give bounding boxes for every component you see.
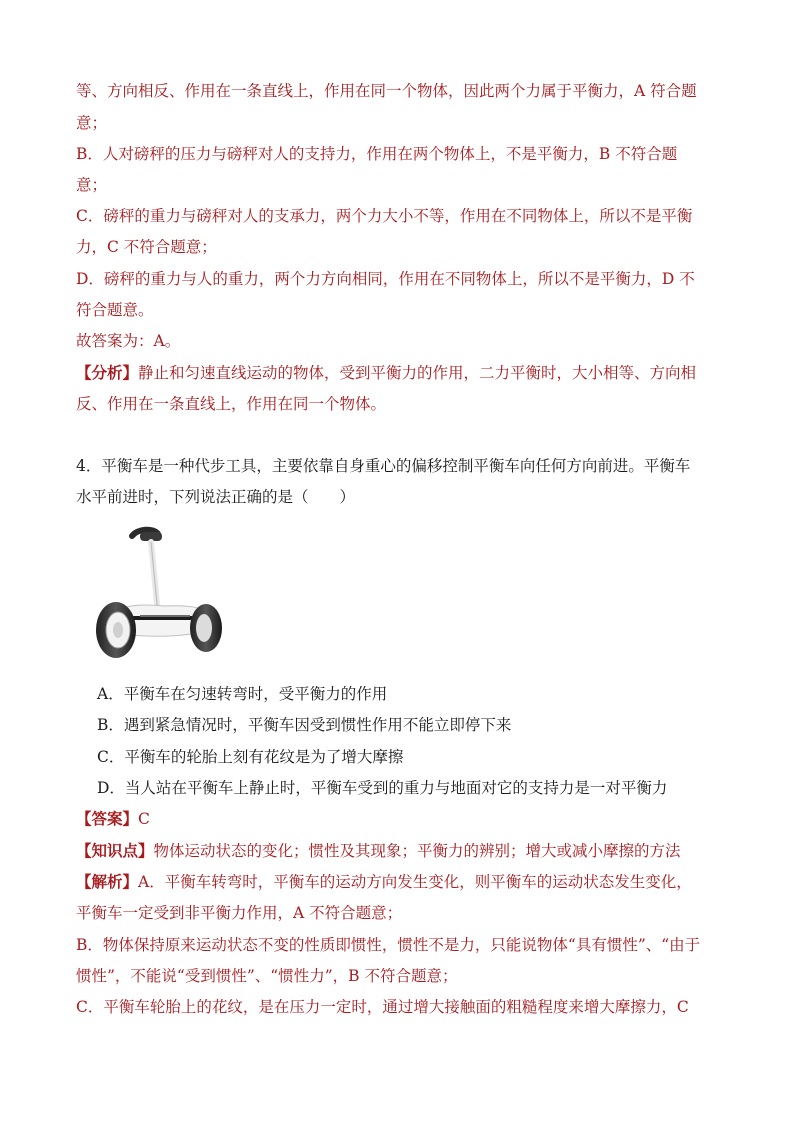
option-b: B．遇到紧急情况时，平衡车因受到惯性作用不能立即停下来 [97, 716, 512, 734]
analysis-line [76, 362, 726, 384]
answer-tag: 【答案】 [76, 809, 139, 828]
answer-value: C [138, 810, 150, 828]
self-balancing-scooter-image [94, 522, 226, 668]
option-a: A．平衡车在匀速转弯时，受平衡力的作用 [97, 685, 388, 703]
question-stem-cont: 水平前进时，下列说法正确的是（ ） [76, 488, 356, 506]
explanation-c: C．平衡车轮胎上的花纹，是在压力一定时，通过增大接触面的粗糙程度来增大摩擦力，C [76, 998, 689, 1016]
option-c-explanation-cont: 力，C 不符合题意； [76, 238, 217, 256]
explanation-tag: 【解析】 [76, 872, 139, 891]
option-d-explanation: D．磅秤的重力与人的重力，两个力方向相同，作用在不同物体上，所以不是平衡力，D 不 [76, 270, 695, 288]
option-c-explanation: C．磅秤的重力与磅秤对人的支承力，两个力大小不等，作用在不同物体上，所以不是平衡 [76, 207, 693, 225]
option-d: D．当人站在平衡车上静止时，平衡车受到的重力与地面对它的支持力是一对平衡力 [97, 779, 668, 797]
option-c: C．平衡车的轮胎上刻有花纹是为了增大摩擦 [97, 748, 404, 766]
knowledge-line [76, 840, 726, 862]
explanation-a: A．平衡车转弯时，平衡车的运动方向发生变化，则平衡车的运动状态发生变化， [138, 873, 692, 891]
option-d-explanation-cont: 符合题意。 [76, 301, 154, 319]
option-b-explanation-cont: 意； [76, 176, 108, 194]
knowledge-tag: 【知识点】 [76, 841, 154, 860]
explanation-line [76, 871, 726, 893]
explanation-b-cont: 惯性”，不能说“受到惯性”、“惯性力”，B 不符合题意； [76, 967, 458, 985]
analysis-tag: 【分析】 [76, 363, 139, 382]
option-b-explanation: B．人对磅秤的压力与磅秤对人的支持力，作用在两个物体上，不是平衡力，B 不符合题 [76, 145, 678, 163]
analysis-text: 静止和匀速直线运动的物体，受到平衡力的作用，二力平衡时，大小相等、方向相 [138, 364, 697, 382]
question-stem: 4．平衡车是一种代步工具，主要依靠自身重心的偏移控制平衡车向任何方向前进。平衡车 [76, 457, 691, 475]
explanation-a-cont: 平衡车一定受到非平衡力作用，A 不符合题意； [76, 904, 403, 922]
explanation-b: B．物体保持原来运动状态不变的性质即惯性，惯性不是力，只能说物体“具有惯性”、“由于 [76, 936, 701, 954]
final-answer: 故答案为：A。 [76, 332, 181, 350]
analysis-line-cont: 反、作用在一条直线上，作用在同一个物体。 [76, 395, 387, 413]
prev-text-line: 意； [76, 114, 108, 132]
answer-line [76, 808, 726, 830]
knowledge-text: 物体运动状态的变化；惯性及其现象；平衡力的辨别；增大或减小摩擦的方法 [153, 842, 681, 860]
prev-text-line: 等、方向相反、作用在一条直线上，作用在同一个物体，因此两个力属于平衡力，A 符合题 [76, 82, 697, 100]
